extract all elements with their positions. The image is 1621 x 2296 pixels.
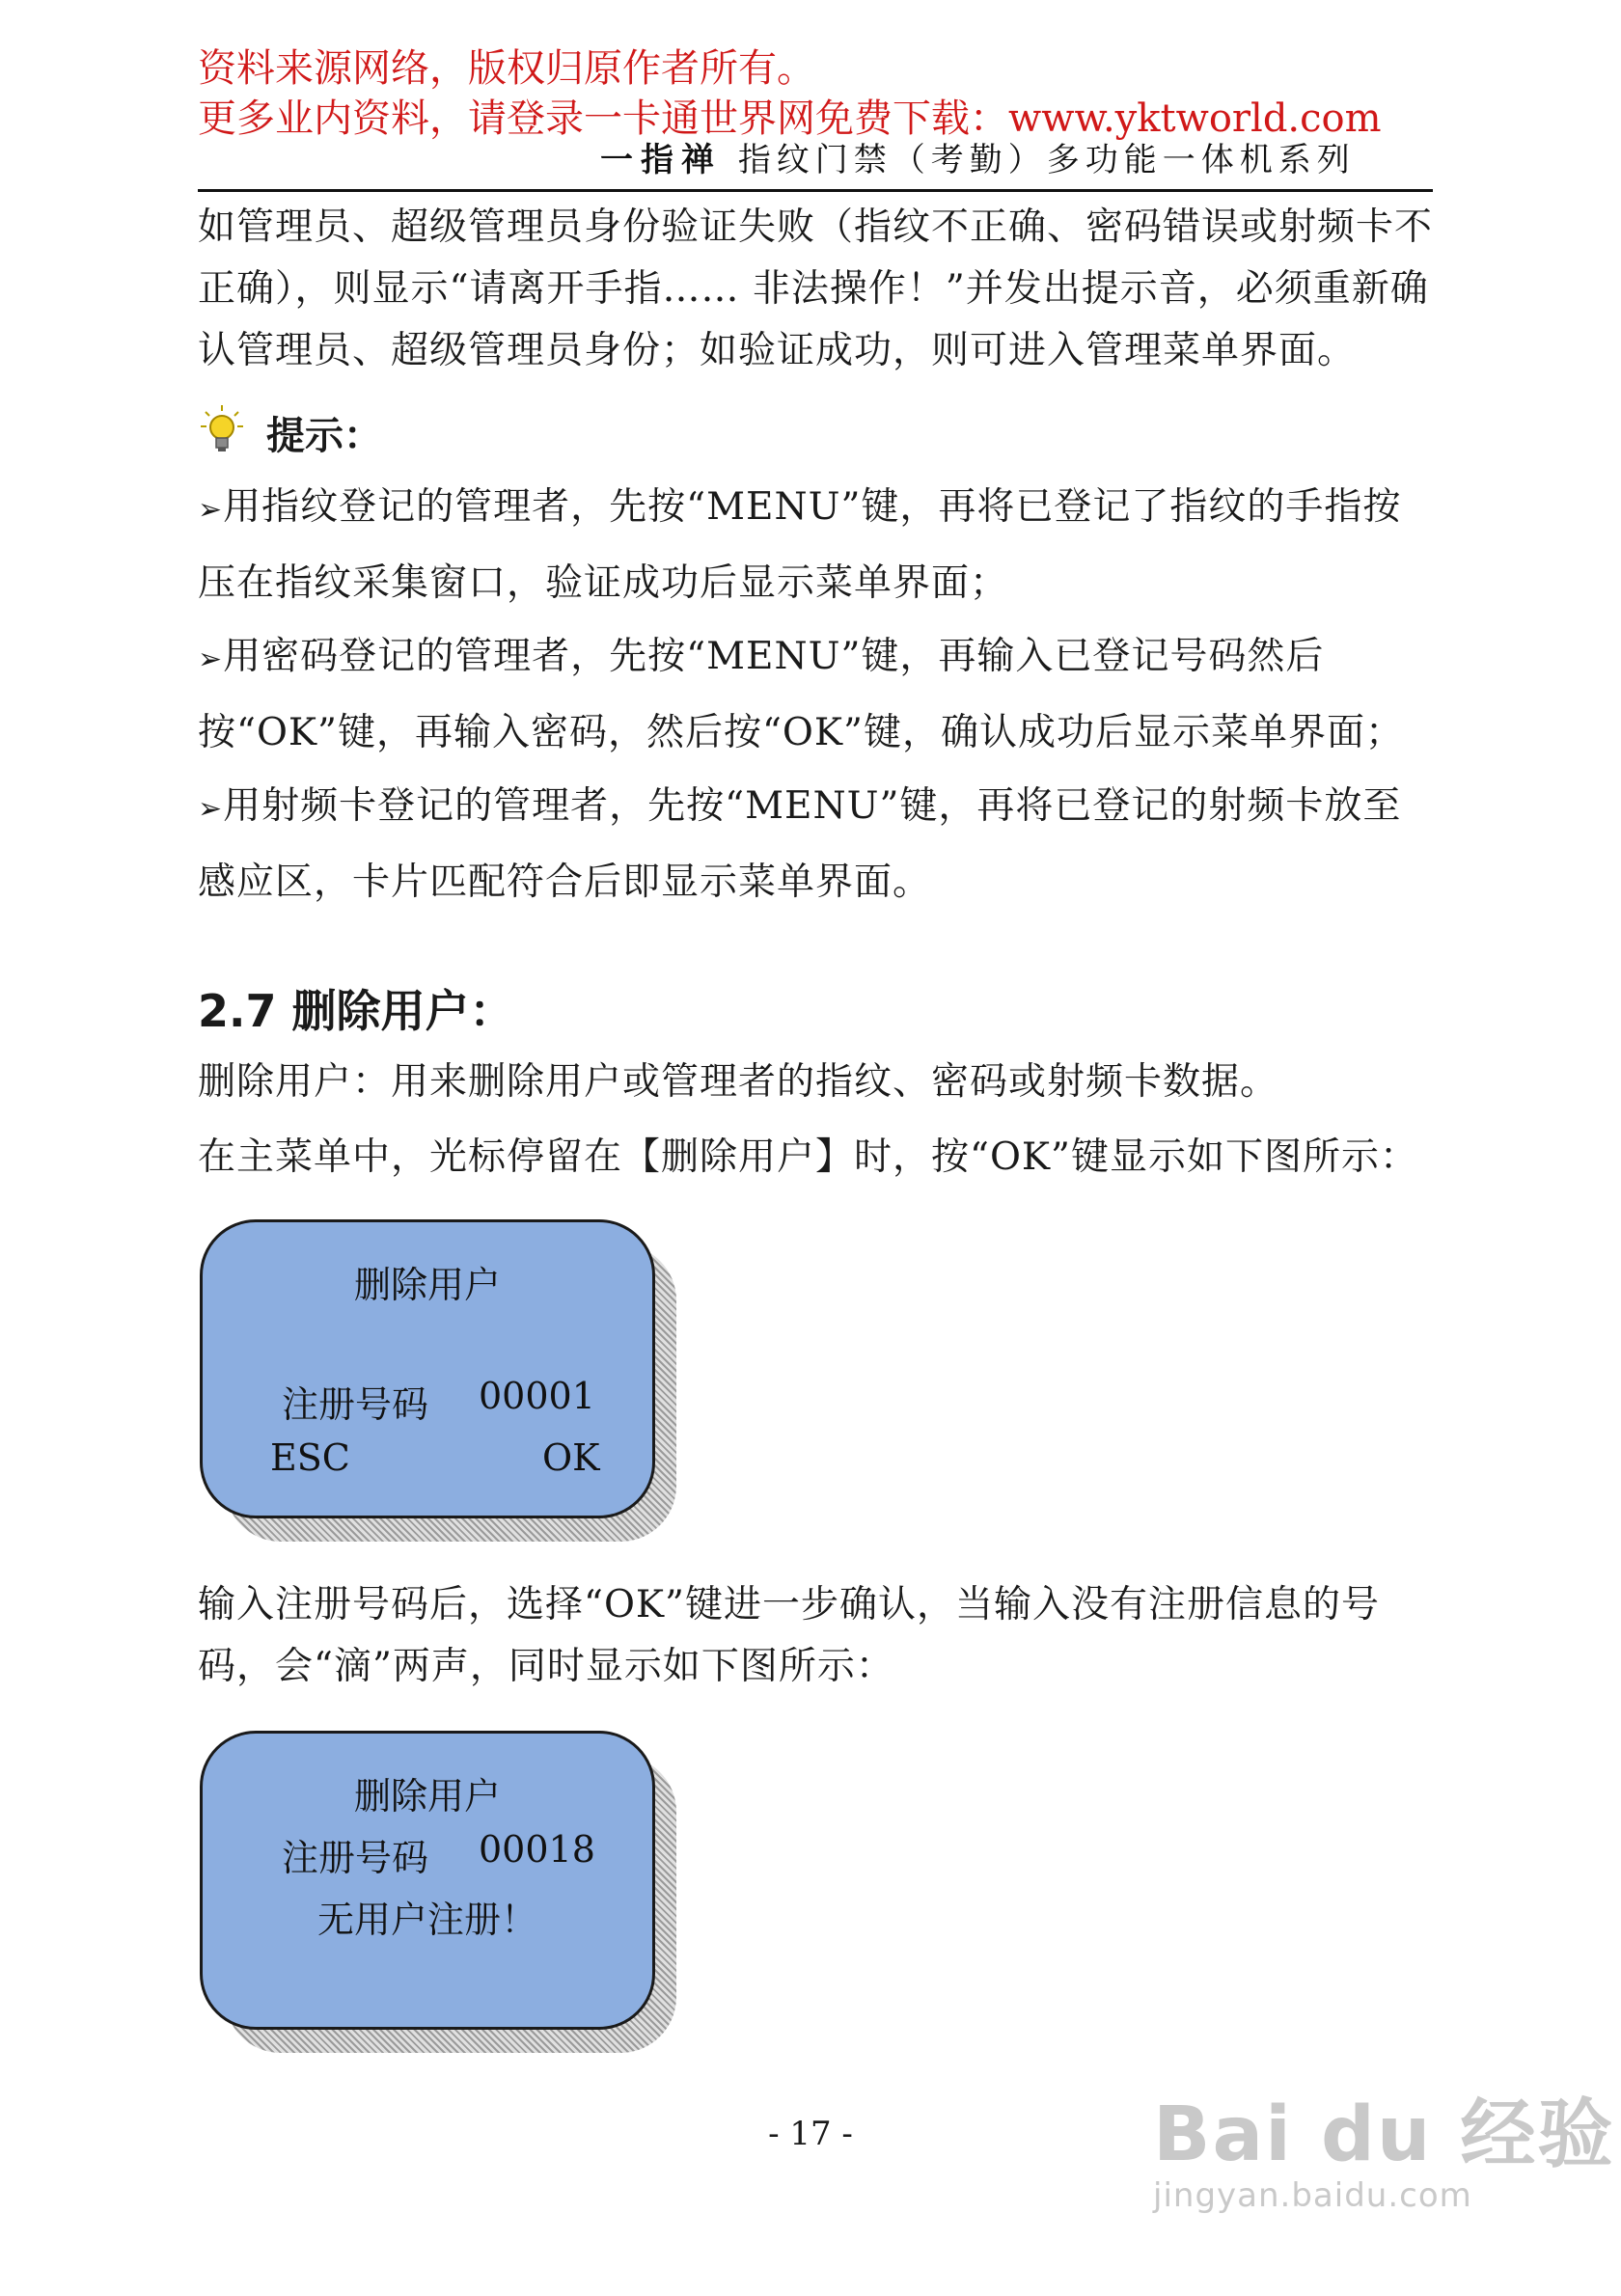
tip-text: 用射频卡登记的管理者，先按“MENU”键，再将已登记的射频卡放至感应区，卡片匹配符合后即显示菜单界面。 xyxy=(198,784,1402,904)
reg-number-label: 注册号码 xyxy=(282,1383,429,1426)
reg-number-label: 注册号码 xyxy=(282,1837,429,1879)
copyright-notice: 资料来源网络，版权归原作者所有。 xyxy=(198,46,815,91)
section-instruction: 在主菜单中，光标停留在【删除用户】时，按“OK”键显示如下图所示： xyxy=(198,1135,1418,1179)
arrow-bullet-icon: ➢ xyxy=(198,493,224,527)
watermark-brand: Bai du 经验 xyxy=(1153,2091,1615,2178)
after-input-paragraph: 输入注册号码后，选择“OK”键进一步确认，当输入没有注册信息的号码，会“滴”两声，同时显示如下图所示： xyxy=(198,1583,1380,1688)
section-heading: 2.7 删除用户： xyxy=(198,985,514,1037)
no-user-message: 无用户注册！ xyxy=(316,1899,537,1941)
lcd-screen-no-user xyxy=(200,1731,655,2030)
lcd-screen-delete-user xyxy=(200,1219,655,1518)
arrow-bullet-icon: ➢ xyxy=(198,642,224,676)
tip-item xyxy=(198,770,1438,919)
tip-text: 用指纹登记的管理者，先按“MENU”键，再将已登记了指纹的手指按压在指纹采集窗口，验证成功后显示菜单界面； xyxy=(198,485,1402,605)
watermark-url: jingyan.baidu.com xyxy=(1153,2176,1472,2215)
baidu-jingyan-watermark xyxy=(1153,2074,1615,2215)
screen-title: 删除用户 xyxy=(353,1775,501,1818)
page-number: - 17 - xyxy=(768,2115,853,2153)
ok-key-label: OK xyxy=(542,1436,600,1479)
reg-number-value: 00018 xyxy=(479,1828,595,1871)
lightbulb-icon xyxy=(198,403,246,459)
section-description: 删除用户：用来删除用户或管理者的指纹、密码或射频卡数据。 xyxy=(198,1060,1279,1104)
tip-title: 提示： xyxy=(266,414,382,458)
product-name: 指纹门禁（考勤）多功能一体机系列 xyxy=(737,141,1356,179)
tip-text: 用密码登记的管理者，先按“MENU”键，再输入已登记号码然后按“OK”键，再输入密码，然后按“OK”键，确认成功后显示菜单界面； xyxy=(198,635,1404,754)
tips-list xyxy=(198,471,1438,919)
download-notice: 更多业内资料，请登录一卡通世界网免费下载：www.yktworld.com xyxy=(198,96,1382,141)
reg-number-value: 00001 xyxy=(479,1375,595,1417)
arrow-bullet-icon: ➢ xyxy=(198,792,224,826)
header-rule xyxy=(198,189,1433,192)
product-series-header xyxy=(600,133,1356,180)
tip-item xyxy=(198,620,1438,770)
screen-title: 删除用户 xyxy=(353,1264,501,1306)
brand-name: 一指禅 xyxy=(600,141,722,179)
tip-item xyxy=(198,471,1438,620)
intro-paragraph: 如管理员、超级管理员身份验证失败（指纹不正确、密码错误或射频卡不正确），则显示“请离开手指…… 非法操作！”并发出提示音，必须重新确认管理员、超级管理员身份；如验证成功，则可进入管理菜单界面。 xyxy=(198,205,1434,372)
esc-key-label: ESC xyxy=(270,1436,350,1479)
